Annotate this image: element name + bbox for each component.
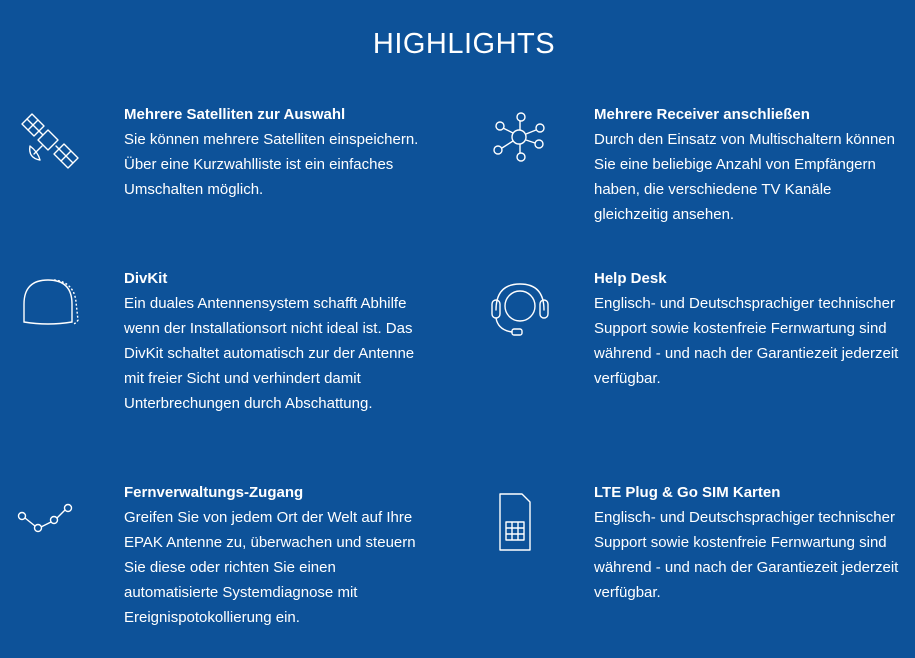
feature-heading: Fernverwaltungs-Zugang <box>124 484 304 501</box>
feature-help-desk <box>594 266 904 391</box>
feature-remote-management <box>124 480 434 630</box>
feature-text: Durch den Einsatz von Multischaltern können Sie eine beliebige Anzahl von Empfängern haben, die verschiedene TV Kanäle gleichzeitig ansehen. <box>594 131 895 223</box>
feature-text: Greifen Sie von jedem Ort der Welt auf Ihre EPAK Antenne zu, überwachen und steuern Sie diese oder richten Sie einen automatisierte Systemdiagnose mit Ereignispotokollierung ein. <box>124 509 416 626</box>
feature-text: Sie können mehrere Satelliten einspeichern. Über eine Kurzwahlliste ist ein einfaches Umschalten möglich. <box>124 131 419 198</box>
feature-divkit <box>124 266 434 416</box>
network-nodes-icon <box>486 112 556 176</box>
headset-icon <box>486 280 556 344</box>
feature-text: Englisch- und Deutschsprachiger technischer Support sowie kostenfreie Fernwartung sind während - und nach der Garantiezeit jederzeit verfügbar. <box>594 509 899 601</box>
feature-lte-sim <box>594 480 904 605</box>
feature-multiple-satellites <box>124 102 434 202</box>
feature-heading: Mehrere Satelliten zur Auswahl <box>124 106 346 123</box>
feature-heading: Mehrere Receiver anschließen <box>594 106 810 123</box>
feature-multiple-receivers <box>594 102 904 227</box>
sim-card-icon <box>486 492 556 556</box>
feature-heading: Help Desk <box>594 270 667 287</box>
feature-text: Ein duales Antennensystem schafft Abhilfe wenn der Installationsort nicht ideal ist. Das DivKit schaltet automatisch zur der Antenne mit freier Sicht und verhindert damit Unterbrechungen durch Abschattung. <box>124 295 415 412</box>
feature-heading: DivKit <box>124 270 168 287</box>
satellite-icon <box>16 110 86 174</box>
connected-path-icon <box>16 498 86 562</box>
feature-heading: LTE Plug & Go SIM Karten <box>594 484 781 501</box>
feature-text: Englisch- und Deutschsprachiger technischer Support sowie kostenfreie Fernwartung sind während - und nach der Garantiezeit jederzeit verfügbar. <box>594 295 899 387</box>
dome-antenna-icon <box>16 274 86 338</box>
page-title: HIGHLIGHTS <box>372 28 556 60</box>
